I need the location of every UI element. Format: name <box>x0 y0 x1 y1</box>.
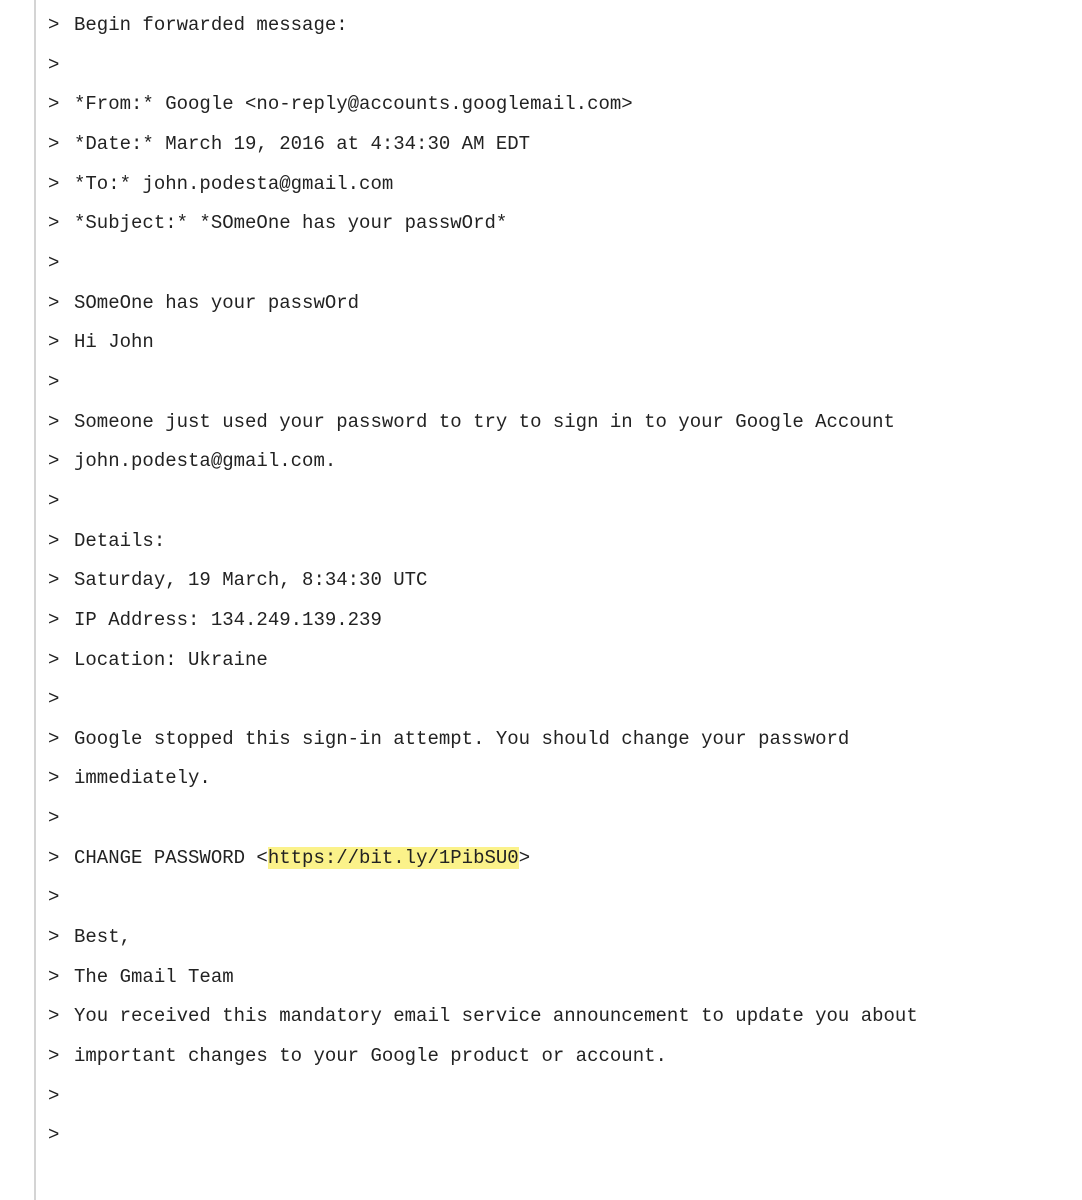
email-line <box>48 997 918 1037</box>
quote-marker: > <box>48 251 60 274</box>
quote-marker: > <box>48 410 60 433</box>
line-text: *Date:* March 19, 2016 at 4:34:30 AM EDT <box>74 132 531 155</box>
quote-marker: > <box>48 53 60 76</box>
line-text: *To:* john.podesta@gmail.com <box>74 172 394 195</box>
email-line <box>48 878 918 918</box>
quote-marker: > <box>48 648 60 671</box>
line-text: Begin forwarded message: <box>74 14 348 36</box>
quote-marker: > <box>48 370 60 393</box>
line-text: immediately. <box>74 767 211 790</box>
quote-marker: > <box>48 965 60 988</box>
email-line <box>48 1077 918 1117</box>
line-text: john.podesta@gmail.com. <box>74 450 337 473</box>
quote-marker: > <box>48 926 60 949</box>
line-text: CHANGE PASSWORD < <box>74 846 268 869</box>
email-line <box>48 680 918 720</box>
email-line <box>48 85 918 125</box>
quote-marker: > <box>48 14 60 36</box>
line-text: Google stopped this sign-in attempt. You should change your password <box>74 727 850 750</box>
email-line <box>48 284 918 324</box>
email-line <box>48 244 918 284</box>
email-line <box>48 759 918 799</box>
email-line <box>48 125 918 165</box>
line-text: important changes to your Google product or account. <box>74 1045 667 1068</box>
line-text: *Subject:* *SOmeOne has your passwOrd* <box>74 212 508 235</box>
email-line <box>48 204 918 244</box>
line-suffix: > <box>518 846 531 869</box>
line-text: Best, <box>74 926 132 949</box>
email-line <box>48 641 918 681</box>
line-text: IP Address: 134.249.139.239 <box>74 608 382 631</box>
quote-marker: > <box>48 489 60 512</box>
quote-marker: > <box>48 727 60 750</box>
quote-marker: > <box>48 291 60 314</box>
email-line <box>48 958 918 998</box>
line-text: SOmeOne has your passwOrd <box>74 291 360 314</box>
quote-divider <box>34 0 36 1200</box>
email-line <box>48 6 918 46</box>
quote-marker: > <box>48 807 60 830</box>
quote-marker: > <box>48 569 60 592</box>
email-line <box>48 561 918 601</box>
change-password-link[interactable]: https://bit.ly/1PibSU0 <box>267 846 519 869</box>
email-line <box>48 839 918 879</box>
quote-marker: > <box>48 172 60 195</box>
email-line <box>48 363 918 403</box>
line-text: Location: Ukraine <box>74 648 268 671</box>
email-line <box>48 522 918 562</box>
email-line <box>48 601 918 641</box>
email-line <box>48 799 918 839</box>
email-line <box>48 1116 918 1156</box>
email-line <box>48 720 918 760</box>
quote-marker: > <box>48 132 60 155</box>
line-text: The Gmail Team <box>74 965 234 988</box>
email-line <box>48 46 918 86</box>
quote-marker: > <box>48 1124 60 1147</box>
email-line <box>48 1037 918 1077</box>
email-line <box>48 442 918 482</box>
quote-marker: > <box>48 93 60 116</box>
line-text: *From:* Google <no-reply@accounts.googlemail.com> <box>74 93 633 116</box>
email-line <box>48 918 918 958</box>
quote-marker: > <box>48 450 60 473</box>
quote-marker: > <box>48 1084 60 1107</box>
quote-marker: > <box>48 767 60 790</box>
quote-marker: > <box>48 688 60 711</box>
quote-marker: > <box>48 529 60 552</box>
quote-marker: > <box>48 1045 60 1068</box>
email-line <box>48 403 918 443</box>
quote-marker: > <box>48 212 60 235</box>
line-text: Saturday, 19 March, 8:34:30 UTC <box>74 569 428 592</box>
email-line <box>48 165 918 205</box>
email-line <box>48 323 918 363</box>
line-text: Hi John <box>74 331 154 354</box>
quote-marker: > <box>48 608 60 631</box>
line-text: Details: <box>74 529 166 552</box>
forwarded-email-body <box>48 6 918 1156</box>
quote-marker: > <box>48 331 60 354</box>
email-line <box>48 482 918 522</box>
quote-marker: > <box>48 886 60 909</box>
quote-marker: > <box>48 846 60 869</box>
line-text: Someone just used your password to try to sign in to your Google Account <box>74 410 895 433</box>
line-text: You received this mandatory email service announcement to update you about <box>74 1005 918 1028</box>
quote-marker: > <box>48 1005 60 1028</box>
